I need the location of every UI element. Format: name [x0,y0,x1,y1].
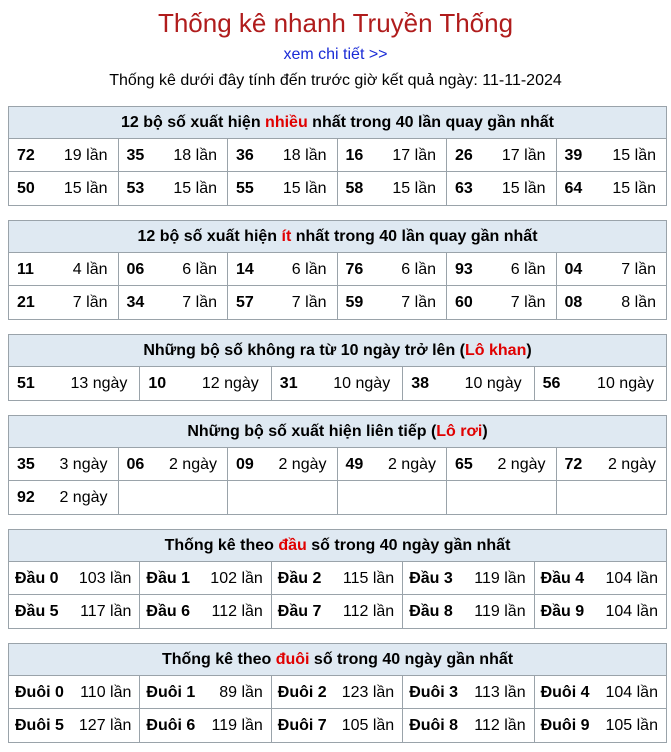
stat-cell [447,286,557,319]
section-least-frequent [8,220,667,320]
stat-number: Đầu 3 [409,570,453,587]
stat-cell [119,253,229,286]
stat-cell [119,286,229,319]
stats-grid [9,253,666,319]
stat-number: 35 [126,147,145,164]
stat-cell [9,481,119,514]
stat-cell [447,481,557,514]
stat-count: 104 lần [605,684,658,701]
stat-count: 7 lần [510,294,546,311]
stat-cell [140,562,271,595]
stat-count: 3 ngày [59,456,108,473]
stat-number: 06 [126,261,145,278]
stat-cell [9,172,119,205]
stat-number: 55 [236,180,254,197]
stat-number: Đầu 9 [540,603,585,620]
stat-count: 15 lần [63,180,108,197]
stat-count: 18 lần [282,147,327,164]
stat-cell [557,253,667,286]
stat-cell [119,448,229,481]
stat-count: 15 lần [392,180,436,197]
stat-number: 56 [542,375,561,392]
stat-number: 51 [17,375,35,392]
stat-number: Đầu 4 [540,570,585,587]
stat-cell [119,481,229,514]
stat-cell [272,367,403,400]
date-line: Thống kê dưới đây tính đến trước giờ kết quả ngày: 11-11-2024 [109,72,562,89]
stat-number: 35 [17,456,35,473]
stat-count: 17 lần [392,147,436,164]
stat-number: 38 [411,375,429,392]
stat-number: Đầu 5 [15,603,59,620]
stat-number: 11 [17,261,34,278]
stat-number: 16 [345,147,364,164]
stat-count: 15 lần [282,180,327,197]
stat-number: 58 [345,180,364,197]
stats-grid [9,448,666,514]
stat-cell [272,676,403,709]
stat-cell [140,595,271,628]
stat-count: 127 lần [78,717,132,734]
stat-cell [447,448,557,481]
stat-number: 76 [345,261,364,278]
section-heading: 12 bộ số xuất hiện ít nhất trong 40 lần quay gần nhất [9,221,666,253]
stat-count: 2 ngày [278,456,327,473]
stat-number: Đuôi 0 [15,684,64,701]
stat-number: 34 [126,294,145,311]
stat-cell [272,595,403,628]
section-heading: Những bộ số xuất hiện liên tiếp (Lô rơi) [9,416,666,448]
stat-cell [9,139,119,172]
stat-cell [338,448,448,481]
stat-cell [535,562,666,595]
stat-number: 64 [564,180,583,197]
stat-count: 8 lần [621,294,656,311]
stat-number: 09 [236,456,254,473]
stat-number: 65 [455,456,473,473]
stat-number: 50 [17,180,35,197]
stat-number: 72 [564,456,583,473]
stat-cell [228,286,338,319]
stat-cell [535,595,666,628]
section-dau [8,529,667,629]
stat-cell [9,253,119,286]
detail-link[interactable]: xem chi tiết >> [283,46,388,63]
stat-count: 6 lần [182,261,217,278]
stat-number: 93 [455,261,473,278]
stat-number: 49 [345,456,364,473]
stat-count: 7 lần [72,294,108,311]
stat-count: 7 lần [182,294,217,311]
stat-count: 10 ngày [597,375,654,392]
stat-cell [403,367,534,400]
stat-number: Đầu 6 [146,603,190,620]
stat-cell [140,367,271,400]
stats-grid [9,562,666,628]
stat-cell [447,172,557,205]
section-heading: 12 bộ số xuất hiện nhiều nhất trong 40 lần quay gần nhất [9,107,666,139]
stats-grid [9,139,666,205]
section-lo-roi [8,415,667,515]
stat-number: 14 [236,261,254,278]
stat-cell [9,286,119,319]
stat-count: 6 lần [291,261,327,278]
section-heading: Thống kê theo đầu số trong 40 ngày gần nhất [9,530,666,562]
stat-cell [228,448,338,481]
stat-number: Đầu 2 [277,570,322,587]
stat-cell [447,253,557,286]
stat-cell [557,139,667,172]
stat-number: 31 [279,375,298,392]
stat-count: 2 ngày [387,456,436,473]
stat-cell [557,286,667,319]
stat-number: Đuôi 1 [146,684,196,701]
stat-cell [535,709,666,742]
stat-number: 39 [564,147,583,164]
section-duoi [8,643,667,743]
stat-cell [9,676,140,709]
section-most-frequent [8,106,667,206]
stat-number: 92 [17,489,35,506]
stat-count: 7 lần [401,294,436,311]
stat-count: 6 lần [401,261,436,278]
stat-cell [338,172,448,205]
stat-count: 15 lần [173,180,217,197]
stat-number: Đuôi 5 [15,717,64,734]
stat-cell [140,709,271,742]
stat-count: 105 lần [605,717,658,734]
stat-number: Đuôi 8 [409,717,459,734]
stat-cell [140,676,271,709]
stat-number: Đuôi 6 [146,717,196,734]
stat-cell [403,676,534,709]
stat-cell [228,481,338,514]
stat-number: 72 [17,147,35,164]
stat-count: 104 lần [605,603,658,620]
stat-cell [447,139,557,172]
stat-cell [535,676,666,709]
page-title: Thống kê nhanh Truyền Thống [157,8,514,38]
stat-count: 10 ngày [464,375,522,392]
section-heading: Thống kê theo đuôi số trong 40 ngày gần nhất [9,644,666,676]
stat-count: 2 ngày [168,456,217,473]
stat-count: 15 lần [612,180,656,197]
stats-grid [9,367,666,400]
stat-number: 10 [148,375,167,392]
stat-cell [228,139,338,172]
stat-count: 102 lần [210,570,263,587]
stat-number: Đầu 0 [15,570,59,587]
stat-count: 115 lần [342,570,395,587]
stat-number: 63 [455,180,473,197]
stat-count: 104 lần [605,570,658,587]
stat-cell [338,286,448,319]
stat-number: 59 [345,294,364,311]
stat-cell [119,172,229,205]
stat-number: Đuôi 9 [540,717,590,734]
stat-count: 2 ngày [59,489,108,506]
stat-count: 119 lần [474,603,526,620]
stat-count: 113 lần [474,684,526,701]
stat-cell [272,562,403,595]
stat-number: Đầu 8 [409,603,453,620]
stat-count: 12 ngày [201,375,259,392]
stat-number: Đầu 7 [277,603,322,620]
stat-count: 15 lần [612,147,656,164]
stat-cell [9,562,140,595]
stat-number: 60 [455,294,473,311]
stat-number: 53 [126,180,145,197]
stat-count: 10 ngày [333,375,391,392]
stat-cell [403,562,534,595]
stat-cell [557,481,667,514]
stat-count: 123 lần [341,684,395,701]
stat-cell [9,367,140,400]
stat-number: Đuôi 3 [409,684,459,701]
stat-count: 7 lần [621,261,656,278]
stat-number: Đuôi 2 [277,684,327,701]
stat-count: 6 lần [510,261,546,278]
stat-cell [9,448,119,481]
stat-cell [228,172,338,205]
stat-number: 04 [564,261,583,278]
stat-cell [338,481,448,514]
stat-number: 36 [236,147,254,164]
stat-count: 2 ngày [607,456,656,473]
stat-cell [119,139,229,172]
stat-cell [557,448,667,481]
stat-number: 57 [236,294,254,311]
section-lo-khan [8,334,667,401]
stat-number: 06 [126,456,145,473]
stat-cell [557,172,667,205]
stat-number: 26 [455,147,473,164]
stat-cell [338,253,448,286]
stat-count: 4 lần [72,261,108,278]
stat-count: 112 lần [211,603,263,620]
stat-cell [9,709,140,742]
stat-number: Đuôi 7 [277,717,327,734]
stat-count: 18 lần [173,147,217,164]
stat-count: 19 lần [63,147,108,164]
section-heading: Những bộ số không ra từ 10 ngày trở lên (Lô khan) [9,335,666,367]
stat-number: Đầu 1 [146,570,190,587]
stat-cell [338,139,448,172]
stat-number: 08 [564,294,583,311]
stat-count: 13 ngày [70,375,128,392]
stat-cell [228,253,338,286]
stat-number: 21 [17,294,35,311]
stat-count: 15 lần [501,180,546,197]
stat-count: 117 lần [80,603,132,620]
stat-count: 105 lần [341,717,395,734]
stat-count: 89 lần [219,684,263,701]
stat-count: 112 lần [342,603,395,620]
stat-count: 7 lần [291,294,327,311]
stat-cell [403,709,534,742]
stat-count: 2 ngày [497,456,546,473]
stat-cell [9,595,140,628]
stat-cell [272,709,403,742]
stat-cell [535,367,666,400]
stat-count: 17 lần [501,147,546,164]
stat-count: 119 lần [474,570,526,587]
stat-count: 119 lần [211,717,263,734]
stats-grid [9,676,666,742]
stat-count: 110 lần [80,684,132,701]
stat-count: 103 lần [78,570,132,587]
stat-count: 112 lần [474,717,526,734]
stat-cell [403,595,534,628]
stat-number: Đuôi 4 [540,684,590,701]
